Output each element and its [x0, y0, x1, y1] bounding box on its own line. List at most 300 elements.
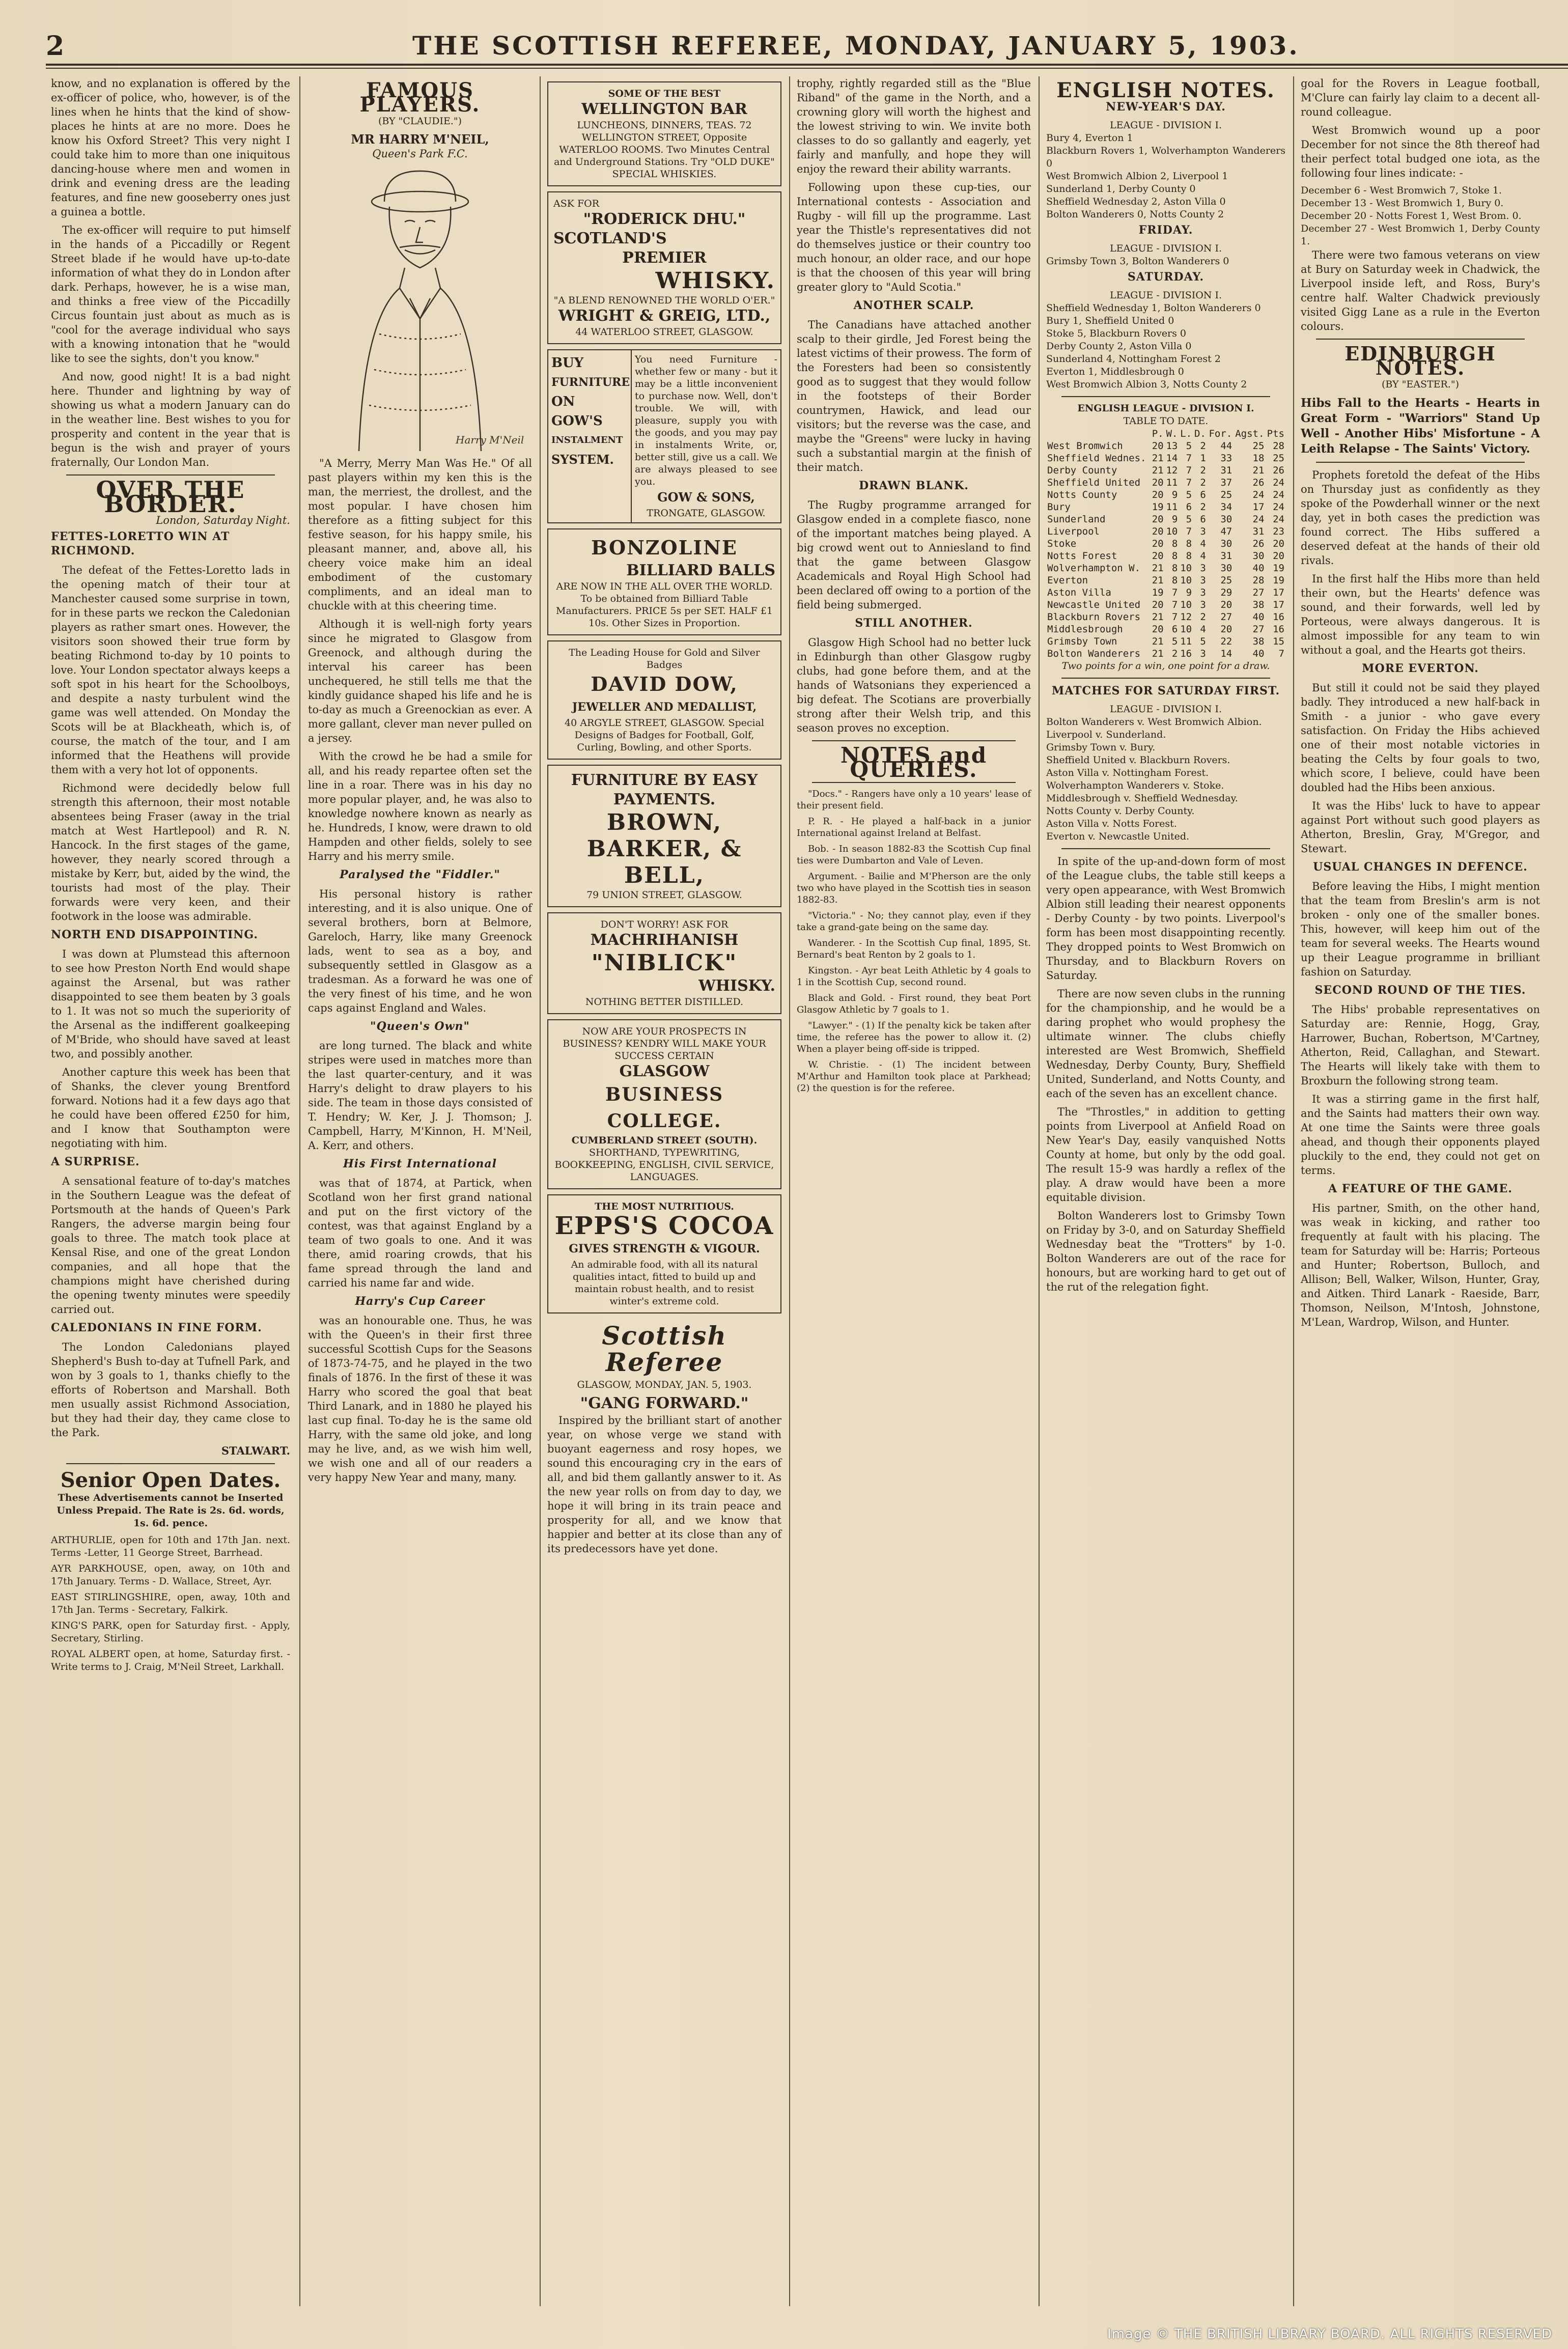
wellington-details: LUNCHEONS, DINNERS, TEAS. 72 WELLINGTON STREET, Opposite WATERLOO ROOMS. Two Minutes Central and Underground Stations. Try "OLD DUKE" SPECIAL WHISKIES. — [554, 120, 775, 180]
senior-item: AYR PARKHOUSE, open, away, on 10th and 17th January. Terms - D. Wallace, Street, Ayr. — [51, 1563, 290, 1587]
gow-address: TRONGATE, GLASGOW. — [647, 508, 766, 519]
player-name: MR HARRY M'NEIL, — [351, 132, 489, 147]
team-name: Liverpool — [1047, 526, 1100, 537]
edinburgh-e6: The Hibs' probable representatives on Saturday are: Rennie, Hogg, Gray, Harrower, Buchan, Robertson, M'Cartney, Atherton, Reid, Callaghan, and Stewart. The Hearts will likely take with them to Broxburn the following strong team. — [1301, 1003, 1540, 1087]
senior-item: KING'S PARK, open for Saturday first. - Apply, Secretary, Stirling. — [51, 1620, 290, 1644]
table-cell: 8 — [1186, 538, 1192, 549]
english-p2: There are now seven clubs in the running for the championship, and he would be a daring prophet who would prophesy the ultimate winner. The clubs chiefly interested are West Bromwich, Sheffield Wednesday, Derby County, Bury, Sheffield United, Sunderland, and Notts County, and each of the seven has an excellent chance. — [1046, 988, 1285, 1100]
table-cell: 31 — [1220, 465, 1233, 476]
table-cell: 4 — [1200, 538, 1206, 549]
result-line: Sunderland 4, Nottingham Forest 2 — [1046, 353, 1221, 365]
masthead-rule-thin — [46, 68, 1568, 69]
fixture-line: Middlesbrough v. Sheffield Wednesday. — [1046, 793, 1238, 804]
fettes-text: The defeat of the Fettes-Loretto lads in the opening match of their tour at Manchester caused some surprise in town, for in these parts we reckon the Caledonian players as rather smart ones. However, the visitors soon showed their true form by beating Richmond to-day by 10 points to love. Your London spectator always keeps a soft spot in his heart for the Schoolboys, and despite a nasty turbulent wind the game was well attended. On Monday the Scots will be at Blackheath, which is, of course, the match of the tour, and I am informed that the Heathens will provide them with a very hot lot of opponents. — [51, 564, 290, 776]
dont-worry: DON'T WORRY! ASK FOR — [600, 919, 729, 930]
table-cell: 2 — [1200, 477, 1206, 488]
cup-career-heading: Harry's Cup Career — [355, 1295, 485, 1308]
north-end-heading: NORTH END DISAPPOINTING. — [51, 928, 259, 941]
table-header: D. — [1194, 428, 1206, 439]
epps-text: An admirable food, with all its natural qualities intact, fitted to build up and maintain robust health, and to resist winter's extreme cold. — [571, 1259, 758, 1307]
saturday-heading: SATURDAY. — [1127, 270, 1205, 284]
table-cell: 8 — [1171, 575, 1178, 586]
table-row — [1046, 623, 1285, 635]
blend-slogan: "A BLEND RENOWNED THE WORLD O'ER." — [553, 295, 775, 306]
table-cell: 21 — [1152, 453, 1164, 464]
table-cell: 19 — [1273, 563, 1284, 574]
column-rule — [540, 76, 541, 2306]
league-table-body — [1046, 440, 1285, 660]
table-row — [1046, 574, 1285, 586]
note-item: Kingston. - Ayr beat Leith Athletic by 4 goals to 1 in the Scottish Cup, second round. — [797, 965, 1031, 988]
column-2 — [308, 76, 532, 2306]
gow-word: GOW'S — [551, 413, 603, 429]
table-row — [1046, 611, 1285, 623]
table-cell: 38 — [1252, 599, 1265, 610]
caledonians-text: The London Caledonians played Shepherd's Bush to-day at Tufnell Park, and won by 3 goals to 1, thanks chiefly to the efforts of Robertson and Marshall. Both men usually assist Richmond Association, but they had their day, they came close to the Park. — [51, 1341, 290, 1439]
column-4 — [797, 76, 1031, 2306]
table-cell: 31 — [1252, 526, 1265, 537]
north-end-text: I was down at Plumstead this afternoon to see how Preston North End would shape against the Arsenal, but was rather disappointed to see them beaten by 3 goals to 1. It was not so much the superiority of the Arsenal as the indifferent goalkeeping of M'Bride, who should have saved at least two, and possibly another. — [51, 948, 290, 1060]
business-name: BUSINESS COLLEGE. — [605, 1084, 724, 1132]
table-cell: 24 — [1273, 514, 1284, 525]
wellington-name: WELLINGTON BAR — [581, 100, 747, 118]
table-row — [1046, 464, 1285, 477]
players-p1: "A Merry, Merry Man Was He." Of all past players within my ken this is the man, the merriest, the drollest, and the most popular. I have chosen him therefore as a fitting subject for this festive season, for his happy smile, his pleasant manner, and, above all, his cheery voice make him an ideal embodiment of the customary compliments, and an ideal man to chuckle with at this cheering time. — [308, 457, 532, 612]
divider — [66, 474, 275, 476]
wright-greig: WRIGHT & GREIG, LTD., — [558, 307, 771, 325]
fixture-line: Bolton Wanderers v. West Bromwich Albion. — [1046, 716, 1262, 728]
table-cell: 8 — [1171, 550, 1178, 562]
page-number: 2 — [46, 31, 65, 62]
table-cell: 30 — [1220, 538, 1233, 549]
first-international-text: was that of 1874, at Partick, when Scotland won her first grand national and put on the first victory of the contest, was that against England by a team of two goals to one. And it was there, amid roaring crowds, that his fame spread through the land and carried his name far and wide. — [308, 1177, 532, 1289]
table-row — [1046, 489, 1285, 501]
table-cell: 24 — [1252, 489, 1265, 500]
brown-barker-ad — [547, 765, 781, 907]
business-college-ad — [547, 1019, 781, 1189]
table-cell: 7 — [1186, 477, 1192, 488]
feature-heading: A FEATURE OF THE GAME. — [1328, 1182, 1513, 1195]
gow-furniture-ad — [547, 349, 781, 523]
note-item: "Victoria." - No; they cannot play, even if they take a grand-gate being on the same day. — [797, 910, 1031, 933]
bonzoline-name: BONZOLINE — [591, 536, 738, 559]
table-cell: 23 — [1273, 526, 1284, 537]
cup-career-text: was an honourable one. Thus, he was with the Queen's in their first three successful Scottish Cups for the Seasons of 1873-74-75, and he played in the two finals of 1876. In the first of these it was Harry who scored the goal that beat Third Lanark, and in 1880 he played his last cup final. To-day he is the same old Harry, with the same old joke, and long may he live, and, as we wish him well, we wish one and all of our readers a very happy New Year and many, many. — [308, 1315, 532, 1484]
niblick: "NIBLICK" — [591, 950, 738, 976]
team-name: Sheffield Wednes. — [1047, 453, 1146, 464]
premier: PREMIER — [622, 249, 707, 267]
copyright-footer: Image © THE BRITISH LIBRARY BOARD. ALL RIGHTS RESERVED — [1107, 2327, 1552, 2342]
table-cell: 17 — [1273, 599, 1284, 610]
bonzoline-ad — [547, 528, 781, 635]
table-cell: 27 — [1220, 611, 1233, 623]
table-cell: 21 — [1152, 575, 1164, 586]
fixture-line: Aston Villa v. Nottingham Forest. — [1046, 767, 1209, 778]
table-cell: 5 — [1186, 440, 1192, 452]
table-cell: 33 — [1220, 453, 1233, 464]
table-cell: 10 — [1180, 563, 1192, 574]
column-rule — [1293, 76, 1294, 2306]
table-cell: 28 — [1252, 575, 1265, 586]
byline: (BY "CLAUDIE.") — [378, 116, 462, 127]
table-cell: 10 — [1166, 526, 1178, 537]
david-name: DAVID DOW, — [591, 673, 738, 695]
team-name: Sheffield United — [1047, 477, 1141, 488]
divider — [66, 1463, 275, 1464]
table-cell: 3 — [1200, 526, 1206, 537]
table-cell: 9 — [1171, 514, 1178, 525]
famous-players-title: FAMOUS PLAYERS. — [359, 78, 481, 117]
drawn-blank-text: The Rugby programme arranged for Glasgow ended in a complete fiasco, none of the important matches being played. A big crowd went out to Anniesland to find that the game between Glasgow Academicals and Royal High School had been declared off owing to a portion of the field being submerged. — [797, 499, 1031, 611]
league-table — [1046, 428, 1285, 660]
brown-name: BROWN, BARKER, & BELL, — [586, 809, 742, 888]
table-cell: 16 — [1180, 648, 1192, 659]
table-cell: 3 — [1200, 575, 1206, 586]
table-cell: 20 — [1152, 538, 1164, 549]
scalp-text: The Canadians have attached another scalp to their girdle, Jed Forest being the latest victims of their prowess. The form of the Foresters had been so consistently good as to suggest that they would follow in the footsteps of their Border countrymen, Hawick, and lead our visitors; but the reverse was the case, and maybe the "Greens" were lucky in having such a substantial margin at the finish of their match. — [797, 319, 1031, 473]
edinburgh-byline: (BY "EASTER.") — [1381, 379, 1459, 390]
result-line: Everton 1, Middlesbrough 0 — [1046, 366, 1184, 377]
divider — [1061, 848, 1270, 849]
table-cell: 6 — [1186, 501, 1192, 513]
col4-p2: Following upon these cup-ties, our International contests - Association and Rugby - will fill up the programme. Last year the Thistle's representatives did not do themselves justice or their country too much honour, an older race, and our hope is that the choosen of this year will bring greater glory to "Auld Scotia." — [797, 181, 1031, 293]
table-cell: 2 — [1200, 440, 1206, 452]
divider — [812, 782, 1016, 783]
friday-league: LEAGUE - DIVISION I. — [1109, 243, 1222, 254]
usual-changes-heading: USUAL CHANGES IN DEFENCE. — [1313, 860, 1528, 874]
december-result: December 13 - West Bromwich 1, Bury 0. — [1301, 198, 1504, 209]
table-cell: 22 — [1220, 636, 1233, 647]
result-line: Sheffield Wednesday 2, Aston Villa 0 — [1046, 196, 1226, 207]
col6-p2: West Bromwich wound up a poor December for not since the 8th thereof had their perfect total budged one iota, as the following four lines indicate: - — [1301, 124, 1540, 179]
still-another-heading: STILL ANOTHER. — [855, 617, 973, 630]
table-cell: 9 — [1171, 489, 1178, 500]
niblick-whisky: WHISKY. — [698, 977, 775, 995]
senior-item: ROYAL ALBERT open, at home, Saturday first. - Write terms to J. Craig, M'Neil Street, Larkhall. — [51, 1648, 290, 1672]
table-row — [1046, 635, 1285, 648]
table-row — [1046, 550, 1285, 562]
business-sub: SHORTHAND, TYPEWRITING, BOOKKEEPING, ENGLISH, CIVIL SERVICE, LANGUAGES. — [554, 1147, 774, 1183]
december-result: December 6 - West Bromwich 7, Stoke 1. — [1301, 185, 1502, 196]
column-1 — [51, 76, 290, 2306]
first-international-heading: His First International — [343, 1157, 497, 1170]
scotlands: SCOTLAND'S — [553, 230, 667, 247]
edinburgh-e5: Before leaving the Hibs, I might mention that the team from Breslin's arm is not broken - only one of the smaller bones. This, however, will keep him out of the team for several weeks. The Hearts wound up their League programme in brilliant fashion on Saturday. — [1301, 880, 1540, 978]
team-name: West Bromwich — [1047, 440, 1123, 452]
table-cell: 2 — [1200, 611, 1206, 623]
table-cell: 2 — [1171, 648, 1178, 659]
table-cell: 19 — [1152, 501, 1164, 513]
table-cell: 25 — [1252, 440, 1265, 452]
fixture-line: Aston Villa v. Notts Forest. — [1046, 818, 1177, 829]
table-cell: 7 — [1171, 587, 1178, 598]
table-cell: 21 — [1252, 465, 1265, 476]
fixture-line: Wolverhampton Wanderers v. Stoke. — [1046, 780, 1224, 791]
referee-title: Scottish Referee — [602, 1321, 727, 1377]
gow-word: ON — [551, 394, 575, 409]
table-cell: 6 — [1171, 624, 1178, 635]
table-cell: 15 — [1273, 636, 1284, 647]
table-cell: 20 — [1152, 624, 1164, 635]
whisky-label: WHISKY. — [655, 268, 775, 294]
table-cell: 24 — [1252, 514, 1265, 525]
business-address: CUMBERLAND STREET (SOUTH). — [571, 1135, 758, 1146]
senior-item: EAST STIRLINGSHIRE, open, away, 10th and 17th Jan. Terms - Secretary, Falkirk. — [51, 1591, 290, 1615]
epps-name: EPPS'S COCOA — [554, 1212, 774, 1240]
table-cell: 3 — [1200, 648, 1206, 659]
saturday-league: LEAGUE - DIVISION I. — [1109, 290, 1222, 301]
fixture-line: Grimsby Town v. Bury. — [1046, 742, 1156, 753]
table-cell: 10 — [1180, 624, 1192, 635]
table-cell: 1 — [1200, 453, 1206, 464]
col6-p1: goal for the Rovers in League football, M'Clure can fairly lay claim to a decent all-round colleague. — [1301, 77, 1540, 118]
table-cell: 25 — [1220, 575, 1233, 586]
roderick-name: "RODERICK DHU." — [583, 210, 746, 228]
note-item: "Lawyer." - (1) If the penalty kick be taken after time, the referee has the power to allow it. (2) When a player being off-side is tripped. — [797, 1020, 1031, 1054]
table-cell: 12 — [1166, 465, 1178, 476]
team-name: Stoke — [1047, 538, 1077, 549]
table-cell: 17 — [1273, 587, 1284, 598]
team-name: Blackburn Rovers — [1047, 611, 1141, 623]
edinburgh-e3: But still it could not be said they played badly. They introduced a new half-back in Smith - a junior - who gave every satisfaction. On Friday the Hibs achieved one of their most notable victories in beating the Celts by four goals to two, which score, I believe, could have been doubled had the Hibs been anxious. — [1301, 682, 1540, 794]
nyd-league: LEAGUE - DIVISION I. — [1109, 120, 1222, 131]
table-cell: 3 — [1200, 599, 1206, 610]
queens-heading: "Queen's Own" — [370, 1020, 470, 1033]
table-cell: 14 — [1220, 648, 1233, 659]
table-cell: 7 — [1186, 465, 1192, 476]
column-5 — [1046, 76, 1285, 2306]
table-cell: 20 — [1152, 477, 1164, 488]
team-name: Everton — [1047, 575, 1088, 586]
queens-text: are long turned. The black and white stripes were used in matches more than the last quarter-century, and it was Harry's delight to draw players to his side. The team in those days consisted of T. Hendry; W. Ker, J. J. Thomson; J. Campbell, Harry, M'Kinnon, H. M'Neil, A. Kerr, and others. — [308, 1040, 532, 1152]
divider — [1316, 339, 1525, 340]
team-name: Notts Forest — [1047, 550, 1117, 562]
wellington-bar-ad — [547, 81, 781, 186]
table-cell: 10 — [1180, 599, 1192, 610]
column-3-adverts — [547, 76, 781, 2306]
table-row — [1046, 586, 1285, 599]
another-text: Another capture this week has been that of Shanks, the clever young Brentford forward. Notions had it a few days ago that he could have been offered £250 for him, and I know that Southampton were negotiating with him. — [51, 1066, 290, 1150]
matches-heading: MATCHES FOR SATURDAY FIRST. — [1051, 684, 1280, 697]
london-letter-intro: know, and no explanation is offered by the ex-officer of police, who, however, is of the lines when he hints that the kind of show-places he hints at are no more. Does he know his Oxford Street? This very night I could take him to more than one iniquitous dancing-house where men and women in drink and evening dress are the leading features, and fine new gooseberry ones just a guinea a bottle. — [51, 77, 290, 218]
gow-word: FURNITURE — [551, 376, 630, 389]
result-line: Derby County 2, Aston Villa 0 — [1046, 341, 1192, 352]
table-row — [1046, 477, 1285, 489]
column-6 — [1301, 76, 1540, 2306]
table-cell: 38 — [1252, 636, 1265, 647]
richmond-text: Richmond were decidedly below full strength this afternoon, their most notable absentees being Fraser (away in the trial match at West Hartlepool) and R. N. Hancock. In the first stages of the game, however, they nearly scored through a mistake by Kerr, but, aided by the wind, the tourists had most of the play. Their forwards were very keen, and their footwork in the loose was admirable. — [51, 782, 290, 922]
edinburgh-e1: Prophets foretold the defeat of the Hibs on Thursday just as confidently as they spoke of the Powderhall winner or the next day, yet in both cases the prediction was found correct. The Hibs suffered a deserved defeat at the hands of their old rivals. — [1301, 469, 1540, 567]
players-p2: Although it is well-nigh forty years since he migrated to Glasgow from Greenock, and although during the interval his career has been unchequered, he still tells me that the kindly guidance shaped his life and he is to-day as much a Greenockian as ever. A more gallant, clever man never pulled on a jersey. — [308, 618, 532, 744]
table-cell: 9 — [1186, 587, 1192, 598]
table-cell: 4 — [1200, 550, 1206, 562]
table-cell: 21 — [1152, 636, 1164, 647]
table-row — [1046, 440, 1285, 452]
table-title: ENGLISH LEAGUE - DIVISION I. — [1077, 403, 1254, 414]
edinburgh-e2: In the first half the Hibs more than held their own, but the Hearts' defence was sound, and their forwards, well led by Porteous, were always dangerous. It is almost impossible for any team to win without a goal, and the Hearts got theirs. — [1301, 573, 1540, 656]
note-item: W. Christie. - (1) The incident between M'Arthur and Hamilton took place at Parkhead; (2) the question is for the referee. — [797, 1059, 1031, 1094]
fiddler-text: His personal history is rather interesting, and it is also unique. One of several brothers, born at Belmore, Gareloch, Harry, like many Greenock lads, went to sea as a boy, and subsequently settled in Glasgow as a tradesman. As a forward he was one of the very finest of his time, and he won caps against England and Wales. — [308, 888, 532, 1014]
table-cell: 11 — [1180, 636, 1192, 647]
result-line: Bury 1, Sheffield United 0 — [1046, 315, 1174, 326]
roderick-dhu-ad — [547, 191, 781, 344]
gow-left-panel — [548, 350, 632, 522]
table-cell: 20 — [1152, 514, 1164, 525]
edinburgh-e8: His partner, Smith, on the other hand, was weak in kicking, and rather too frequently at fault with his placing. The team for Saturday will be: Harris; Porteous and Hunter; Robertson, Bulloch, and Allison; Bell, Walker, Wilson, Hunter, Gray, and Aitken. Third Lanark - Raeside, Barr, Thomson, Neilson, M'Intosh, Johnstone, M'Lean, Wardrop, Wilson, and Hunter. — [1301, 1202, 1540, 1328]
english-p3: The "Throstles," in addition to getting points from Liverpool at Anfield Road on New Year's Day, easily vanquished Notts County at home, but only by the odd goal. The result 15-9 was hardly a reflex of the play. A draw would have been a more equitable division. — [1046, 1106, 1285, 1204]
table-header: P. — [1152, 428, 1164, 439]
machrihanish: MACHRIHANISH — [590, 931, 739, 949]
table-cell: 34 — [1220, 501, 1233, 513]
table-cell: 13 — [1166, 440, 1178, 452]
edinburgh-e4: It was the Hibs' luck to have to appear against Port without such good players as Atherton, Breslin, Gray, M'Gregor, and Stewart. — [1301, 800, 1540, 855]
surprise-heading: A SURPRISE. — [51, 1155, 140, 1168]
billiard-balls: BILLIARD BALLS — [626, 562, 775, 579]
result-line: West Bromwich Albion 2, Liverpool 1 — [1046, 171, 1228, 182]
team-name: Wolverhampton W. — [1047, 563, 1141, 574]
table-cell: 44 — [1220, 440, 1233, 452]
senior-note: These Advertisements cannot be Inserted Unless Prepaid. The Rate is 2s. 6d. words, 1s. 6d. pence. — [57, 1492, 285, 1529]
portrait-illustration — [328, 166, 524, 451]
team-name: Middlesbrough — [1047, 624, 1123, 635]
table-cell: 20 — [1220, 624, 1233, 635]
fixture-line: Everton v. Newcastle United. — [1046, 831, 1190, 842]
table-header: L. — [1180, 428, 1192, 439]
column-rule — [299, 76, 300, 2306]
divider — [812, 740, 1016, 741]
table-cell: 27 — [1252, 624, 1265, 635]
table-header: Agst. — [1235, 428, 1265, 439]
english-p4: Bolton Wanderers lost to Grimsby Town on Friday by 3-0, and on Saturday Sheffield Wednesday beat the "Trotters" by 1-0. Bolton Wanderers are out of the race for honours, but are working hard to get out of the rut of the relegation fight. — [1046, 1210, 1285, 1293]
team-name: Derby County — [1047, 465, 1117, 476]
table-cell: 2 — [1200, 501, 1206, 513]
december-result: December 27 - West Bromwich 1, Derby County 1. — [1301, 223, 1540, 247]
table-cell: 20 — [1152, 440, 1164, 452]
signature: STALWART. — [221, 1444, 290, 1457]
table-cell: 20 — [1152, 550, 1164, 562]
table-cell: 24 — [1273, 477, 1284, 488]
table-cell: 20 — [1152, 489, 1164, 500]
result-line: Bolton Wanderers 0, Notts County 2 — [1046, 209, 1224, 220]
london-letter-p3: And now, good night! It is a bad night here. Thunder and lightning by way of showing us what a modern January can do in the weather line. Best wishes to you for prosperity and content in the year that is begun is the wish and prayer of yours fraternally, Our London Man. — [51, 371, 290, 468]
matches-league: LEAGUE - DIVISION I. — [1109, 704, 1222, 715]
friday-heading: FRIDAY. — [1138, 223, 1193, 237]
david-dow-ad — [547, 640, 781, 760]
december-result: December 20 - Notts Forest 1, West Brom. 0. — [1301, 210, 1522, 221]
nyd-heading: NEW-YEAR'S DAY. — [1106, 100, 1226, 114]
edinburgh-subheads: Hibs Fall to the Hearts - Hearts in Great Form - "Warriors" Stand Up Well - Another Hibs' Misfortune - A Leith Relapse - The Saints' Victory. — [1301, 396, 1540, 456]
result-line: Sheffield Wednesday 1, Bolton Wanderers 0 — [1046, 302, 1261, 314]
table-header — [1046, 428, 1151, 440]
still-another-text: Glasgow High School had no better luck in Edinburgh than other Glasgow rugby clubs, had gone before them, and at the hands of Watsonians they experienced a big defeat. The Scotians are proverbially strong after their Welsh trip, and this season proves no exception. — [797, 636, 1031, 734]
table-cell: 24 — [1273, 501, 1284, 513]
table-row — [1046, 513, 1285, 525]
table-cell: 20 — [1273, 550, 1284, 562]
table-cell: 16 — [1273, 611, 1284, 623]
note-item: "Docs." - Rangers have only a 10 years' lease of their present field. — [797, 789, 1031, 811]
niblick-ad — [547, 912, 781, 1014]
table-header: For. — [1209, 428, 1233, 439]
table-cell: 11 — [1166, 501, 1178, 513]
masthead-rule — [46, 64, 1568, 66]
table-cell: 6 — [1200, 489, 1206, 500]
table-row — [1046, 599, 1285, 611]
table-cell: 24 — [1273, 489, 1284, 500]
gow-word: SYSTEM. — [551, 452, 614, 467]
ad-kicker: SOME OF THE BEST — [608, 88, 721, 99]
drawn-blank-heading: DRAWN BLANK. — [859, 479, 969, 492]
david-intro: The Leading House for Gold and Silver Badges — [569, 647, 760, 670]
table-cell: 5 — [1200, 636, 1206, 647]
table-cell: 21 — [1152, 611, 1164, 623]
epps-cocoa-ad — [547, 1194, 781, 1313]
note-item: Argument. - Bailie and M'Pherson are the only two who have played in the Scottish ties in season 1882-83. — [797, 871, 1031, 905]
david-sub: JEWELLER AND MEDALLIST, — [572, 701, 757, 714]
david-address: 40 ARGYLE STREET, GLASGOW. Special Designs of Badges for Football, Golf, Curling, Bowling, and other Sports. — [565, 717, 764, 753]
table-sub: TABLE TO DATE. — [1123, 415, 1209, 427]
divider — [1316, 462, 1525, 463]
result-line: Sunderland 1, Derby County 0 — [1046, 183, 1196, 194]
scalp-heading: ANOTHER SCALP. — [853, 299, 974, 312]
table-header-row — [1046, 428, 1285, 440]
team-name: Notts County — [1047, 489, 1117, 500]
gow-name: GOW & SONS, — [657, 490, 755, 505]
table-cell: 10 — [1180, 575, 1192, 586]
fixture-line: Liverpool v. Sunderland. — [1046, 729, 1166, 740]
gow-text: You need Furniture - whether few or many - but it may be a little inconvenient to purchase now. Well, don't trouble. We will, with pleasure, supply you with the goods, and you may pay in instalments Write, or, better still, give us a call. We are always pleased to see you. — [635, 354, 777, 487]
team-name: Newcastle United — [1047, 599, 1141, 610]
table-cell: 20 — [1273, 538, 1284, 549]
table-cell: 3 — [1200, 563, 1206, 574]
table-cell: 2 — [1200, 465, 1206, 476]
bonzoline-text: ARE NOW IN THE ALL OVER THE WORLD. To be obtained from Billiard Table Manufacturers. PRICE 5s per SET. HALF £1 10s. Other Sizes in Proportion. — [556, 581, 773, 629]
team-name: Bolton Wanderers — [1047, 648, 1141, 659]
table-cell: 20 — [1152, 526, 1164, 537]
table-cell: 8 — [1171, 563, 1178, 574]
caledonians-heading: CALEDONIANS IN FINE FORM. — [51, 1321, 262, 1334]
newspaper-title: THE SCOTTISH REFEREE, MONDAY, JANUARY 5, 1903. — [412, 31, 1300, 61]
senior-item: ARTHURLIE, open for 10th and 17th Jan. next. Terms -Letter, 11 George Street, Barrhead. — [51, 1534, 290, 1558]
table-cell: 20 — [1152, 599, 1164, 610]
table-header: Pts — [1267, 428, 1284, 439]
table-row — [1046, 562, 1285, 574]
brown-address: 79 UNION STREET, GLASGOW. — [586, 889, 742, 901]
divider — [1061, 396, 1270, 397]
gow-word: BUY — [551, 355, 584, 371]
team-name: Grimsby Town — [1047, 636, 1117, 647]
table-cell: 14 — [1166, 453, 1178, 464]
table-cell: 8 — [1171, 538, 1178, 549]
business-pre: NOW ARE YOUR PROSPECTS IN BUSINESS? KENDRY WILL MAKE YOUR SUCCESS CERTAIN — [563, 1026, 766, 1061]
table-row — [1046, 452, 1285, 464]
notes-queries-title: NOTES and QUERIES. — [840, 743, 988, 782]
table-cell: 11 — [1166, 477, 1178, 488]
edinburgh-notes-title: EDINBURGH NOTES. — [1345, 342, 1496, 379]
fixture-line: Notts County v. Derby County. — [1046, 805, 1195, 817]
table-cell: 4 — [1200, 624, 1206, 635]
ask-for: ASK FOR — [553, 198, 600, 209]
furniture-head: FURNITURE BY EASY PAYMENTS. — [571, 771, 758, 808]
wright-address: 44 WATERLOO STREET, GLASGOW. — [575, 326, 753, 338]
player-club: Queen's Park F.C. — [372, 148, 468, 160]
table-cell: 8 — [1186, 550, 1192, 562]
table-cell: 18 — [1252, 453, 1265, 464]
table-cell: 26 — [1273, 465, 1284, 476]
nothing-better: NOTHING BETTER DISTILLED. — [585, 996, 744, 1008]
table-row — [1046, 501, 1285, 513]
column-rule — [1039, 76, 1040, 2306]
table-cell: 28 — [1273, 440, 1284, 452]
